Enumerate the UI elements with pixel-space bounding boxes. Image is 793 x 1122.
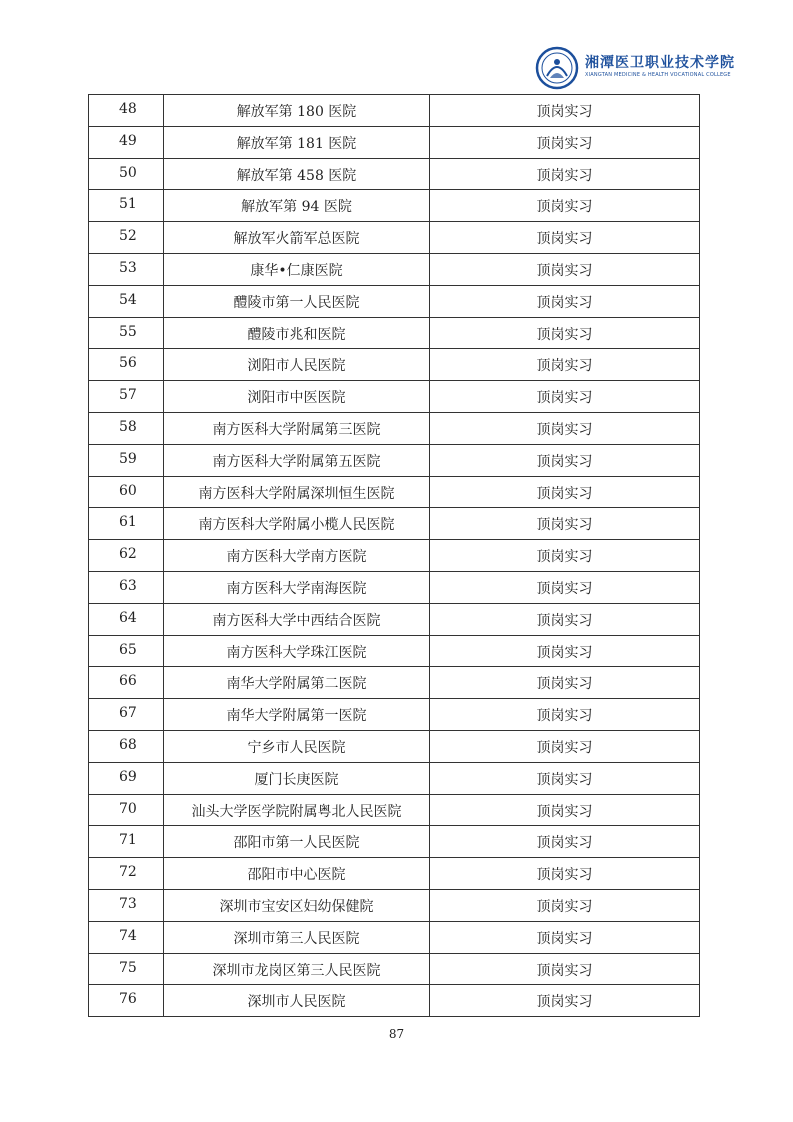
hospital-name-cell	[164, 762, 430, 794]
hospital-name: 南方医科大学南方医院	[226, 549, 367, 566]
hospital-name: 深圳市第三人民医院	[233, 930, 360, 947]
hospital-name-cell	[164, 921, 430, 953]
table-row	[89, 635, 700, 667]
internship-type: 顶岗实习	[536, 199, 593, 216]
hospital-name: 解放军第 181 医院	[236, 135, 357, 152]
table-row	[89, 349, 700, 381]
hospital-name: 南华大学附属第二医院	[226, 676, 367, 693]
row-number-cell	[89, 826, 164, 858]
hospital-name-cell	[164, 635, 430, 667]
internship-type: 顶岗实习	[536, 803, 593, 820]
row-number-cell	[89, 253, 164, 285]
hospital-name-cell	[164, 794, 430, 826]
row-number-cell	[89, 921, 164, 953]
row-number: 49	[119, 132, 137, 149]
hospital-name-cell	[164, 858, 430, 890]
row-number-cell	[89, 349, 164, 381]
internship-type-cell	[430, 190, 700, 222]
hospital-name-cell	[164, 317, 430, 349]
row-number: 61	[119, 514, 137, 531]
hospital-name-cell	[164, 985, 430, 1017]
hospital-name: 南方医科大学南海医院	[226, 580, 367, 597]
hospital-name: 浏阳市中医医院	[247, 390, 346, 407]
internship-type: 顶岗实习	[536, 135, 593, 152]
internship-type: 顶岗实习	[536, 930, 593, 947]
hospital-name: 南方医科大学中西结合医院	[212, 612, 381, 629]
hospital-name: 邵阳市中心医院	[247, 867, 346, 884]
row-number: 72	[119, 864, 137, 881]
internship-type-cell	[430, 635, 700, 667]
row-number: 76	[119, 991, 137, 1008]
internship-type-cell	[430, 126, 700, 158]
internship-type-cell	[430, 794, 700, 826]
internship-type: 顶岗实习	[536, 104, 593, 120]
row-number: 64	[119, 609, 137, 626]
row-number-cell	[89, 699, 164, 731]
internship-type-cell	[430, 985, 700, 1017]
row-number-cell	[89, 412, 164, 444]
table-row	[89, 985, 700, 1017]
table-row	[89, 889, 700, 921]
row-number-cell	[89, 540, 164, 572]
table-row	[89, 285, 700, 317]
hospital-name: 康华•仁康医院	[250, 262, 343, 279]
table-row	[89, 603, 700, 635]
internship-type: 顶岗实习	[536, 358, 593, 375]
hospital-name: 解放军第 94 医院	[241, 199, 352, 216]
internship-type: 顶岗实习	[536, 390, 593, 407]
row-number-cell	[89, 190, 164, 222]
row-number-cell	[89, 222, 164, 254]
internship-type-cell	[430, 317, 700, 349]
row-number-cell	[89, 889, 164, 921]
hospital-name-cell	[164, 667, 430, 699]
hospital-name-cell	[164, 730, 430, 762]
row-number: 55	[119, 323, 137, 340]
internship-type-cell	[430, 858, 700, 890]
table-row	[89, 476, 700, 508]
internship-type-cell	[430, 95, 700, 127]
hospital-name-cell	[164, 699, 430, 731]
internship-type-cell	[430, 603, 700, 635]
hospital-name-cell	[164, 476, 430, 508]
internship-type-cell	[430, 253, 700, 285]
hospital-name-cell	[164, 444, 430, 476]
internship-type-cell	[430, 158, 700, 190]
internship-type: 顶岗实习	[536, 231, 593, 248]
hospital-name-cell	[164, 222, 430, 254]
row-number: 74	[119, 927, 137, 944]
hospital-name-cell	[164, 95, 430, 127]
internship-type: 顶岗实习	[536, 994, 593, 1011]
table-row	[89, 699, 700, 731]
hospital-name: 深圳市人民医院	[247, 994, 346, 1011]
hospital-name: 汕头大学医学院附属粤北人民医院	[191, 803, 402, 820]
row-number-cell	[89, 762, 164, 794]
hospital-name: 南方医科大学附属深圳恒生医院	[198, 485, 395, 502]
table-row	[89, 444, 700, 476]
hospital-name-cell	[164, 381, 430, 413]
row-number: 57	[119, 387, 137, 404]
row-number-cell	[89, 476, 164, 508]
internship-type-cell	[430, 571, 700, 603]
row-number: 60	[119, 482, 137, 499]
row-number: 69	[119, 768, 137, 785]
row-number-cell	[89, 667, 164, 699]
hospital-name-cell	[164, 571, 430, 603]
internship-type: 顶岗实习	[536, 517, 593, 534]
internship-type-cell	[430, 699, 700, 731]
internship-type-cell	[430, 381, 700, 413]
internship-type: 顶岗实习	[536, 453, 593, 470]
internship-type-cell	[430, 508, 700, 540]
college-logo	[535, 46, 735, 90]
internship-type-cell	[430, 222, 700, 254]
hospital-name: 浏阳市人民医院	[247, 358, 346, 375]
internship-type-cell	[430, 476, 700, 508]
internship-type: 顶岗实习	[536, 708, 593, 725]
internship-type-cell	[430, 540, 700, 572]
table-row	[89, 667, 700, 699]
row-number: 53	[119, 259, 137, 276]
hospital-name: 南方医科大学附属第三医院	[212, 421, 381, 438]
logo-english-name: XIANGTAN MEDICINE & HEALTH VOCATIONAL COLLEGE	[585, 72, 731, 78]
hospital-name: 解放军第 458 医院	[236, 167, 357, 184]
internship-type: 顶岗实习	[536, 867, 593, 884]
row-number: 67	[119, 705, 137, 722]
row-number: 48	[119, 101, 137, 117]
row-number-cell	[89, 508, 164, 540]
hospital-name-cell	[164, 603, 430, 635]
row-number-cell	[89, 603, 164, 635]
hospital-name: 醴陵市兆和医院	[247, 326, 346, 343]
college-emblem-icon	[535, 46, 579, 90]
row-number-cell	[89, 317, 164, 349]
table-row	[89, 381, 700, 413]
internship-type-cell	[430, 889, 700, 921]
table-row	[89, 95, 700, 127]
internship-hospital-table	[88, 94, 700, 1017]
row-number-cell	[89, 985, 164, 1017]
hospital-name: 醴陵市第一人民医院	[233, 294, 360, 311]
internship-type: 顶岗实习	[536, 421, 593, 438]
hospital-name: 厦门长庚医院	[254, 771, 339, 788]
internship-type-cell	[430, 953, 700, 985]
row-number: 59	[119, 450, 137, 467]
hospital-name-cell	[164, 126, 430, 158]
row-number: 52	[119, 228, 137, 245]
row-number: 50	[119, 164, 137, 181]
internship-type: 顶岗实习	[536, 676, 593, 693]
hospital-name: 深圳市宝安区妇幼保健院	[219, 898, 374, 915]
table-row	[89, 540, 700, 572]
internship-type: 顶岗实习	[536, 580, 593, 597]
internship-type: 顶岗实习	[536, 739, 593, 756]
table-row	[89, 826, 700, 858]
logo-chinese-name: 湘潭医卫职业技术学院	[585, 55, 735, 71]
internship-type: 顶岗实习	[536, 167, 593, 184]
internship-type-cell	[430, 667, 700, 699]
row-number: 56	[119, 355, 137, 372]
row-number-cell	[89, 794, 164, 826]
row-number: 63	[119, 577, 137, 594]
hospital-name: 宁乡市人民医院	[247, 739, 346, 756]
hospital-name-cell	[164, 158, 430, 190]
row-number: 73	[119, 895, 137, 912]
internship-type: 顶岗实习	[536, 612, 593, 629]
internship-type: 顶岗实习	[536, 485, 593, 502]
internship-type: 顶岗实习	[536, 262, 593, 279]
internship-type: 顶岗实习	[536, 771, 593, 788]
row-number: 54	[119, 291, 137, 308]
internship-type: 顶岗实习	[536, 549, 593, 566]
row-number-cell	[89, 730, 164, 762]
internship-type-cell	[430, 730, 700, 762]
internship-type-cell	[430, 762, 700, 794]
hospital-name: 解放军第 180 医院	[236, 104, 357, 120]
row-number-cell	[89, 126, 164, 158]
hospital-name: 南方医科大学珠江医院	[226, 644, 367, 661]
table-row	[89, 953, 700, 985]
hospital-name: 解放军火箭军总医院	[233, 231, 360, 248]
hospital-name-cell	[164, 508, 430, 540]
internship-type: 顶岗实习	[536, 962, 593, 979]
internship-type: 顶岗实习	[536, 326, 593, 343]
row-number-cell	[89, 158, 164, 190]
row-number: 71	[119, 832, 137, 849]
hospital-name-cell	[164, 826, 430, 858]
hospital-name-cell	[164, 540, 430, 572]
table-row	[89, 794, 700, 826]
page-number: 87	[388, 1027, 405, 1041]
internship-type: 顶岗实习	[536, 898, 593, 915]
internship-type: 顶岗实习	[536, 835, 593, 852]
row-number-cell	[89, 381, 164, 413]
row-number: 58	[119, 418, 137, 435]
row-number-cell	[89, 635, 164, 667]
internship-type-cell	[430, 285, 700, 317]
row-number-cell	[89, 858, 164, 890]
hospital-name: 南方医科大学附属第五医院	[212, 453, 381, 470]
table-row	[89, 858, 700, 890]
table-row	[89, 222, 700, 254]
table-row	[89, 412, 700, 444]
table-row	[89, 253, 700, 285]
row-number: 51	[119, 196, 137, 213]
row-number: 75	[119, 959, 137, 976]
internship-type-cell	[430, 921, 700, 953]
hospital-name-cell	[164, 412, 430, 444]
internship-type-cell	[430, 826, 700, 858]
table-row	[89, 508, 700, 540]
internship-type-cell	[430, 349, 700, 381]
table-row	[89, 190, 700, 222]
hospital-name: 南方医科大学附属小榄人民医院	[198, 517, 395, 534]
table-row	[89, 762, 700, 794]
row-number-cell	[89, 444, 164, 476]
table-row	[89, 126, 700, 158]
row-number: 66	[119, 673, 137, 690]
row-number: 65	[119, 641, 137, 658]
row-number-cell	[89, 571, 164, 603]
hospital-name-cell	[164, 253, 430, 285]
row-number: 68	[119, 736, 137, 753]
table-row	[89, 571, 700, 603]
hospital-name: 南华大学附属第一医院	[226, 708, 367, 725]
hospital-name-cell	[164, 889, 430, 921]
table-row	[89, 921, 700, 953]
internship-type-cell	[430, 412, 700, 444]
row-number-cell	[89, 95, 164, 127]
row-number-cell	[89, 953, 164, 985]
internship-type-cell	[430, 444, 700, 476]
hospital-name-cell	[164, 953, 430, 985]
table-row	[89, 158, 700, 190]
internship-type: 顶岗实习	[536, 644, 593, 661]
row-number: 70	[119, 800, 137, 817]
hospital-name-cell	[164, 285, 430, 317]
hospital-name-cell	[164, 349, 430, 381]
table-row	[89, 730, 700, 762]
hospital-name: 邵阳市第一人民医院	[233, 835, 360, 852]
hospital-name: 深圳市龙岗区第三人民医院	[212, 962, 381, 979]
row-number-cell	[89, 285, 164, 317]
table-row	[89, 317, 700, 349]
hospital-name-cell	[164, 190, 430, 222]
internship-type: 顶岗实习	[536, 294, 593, 311]
row-number: 62	[119, 546, 137, 563]
